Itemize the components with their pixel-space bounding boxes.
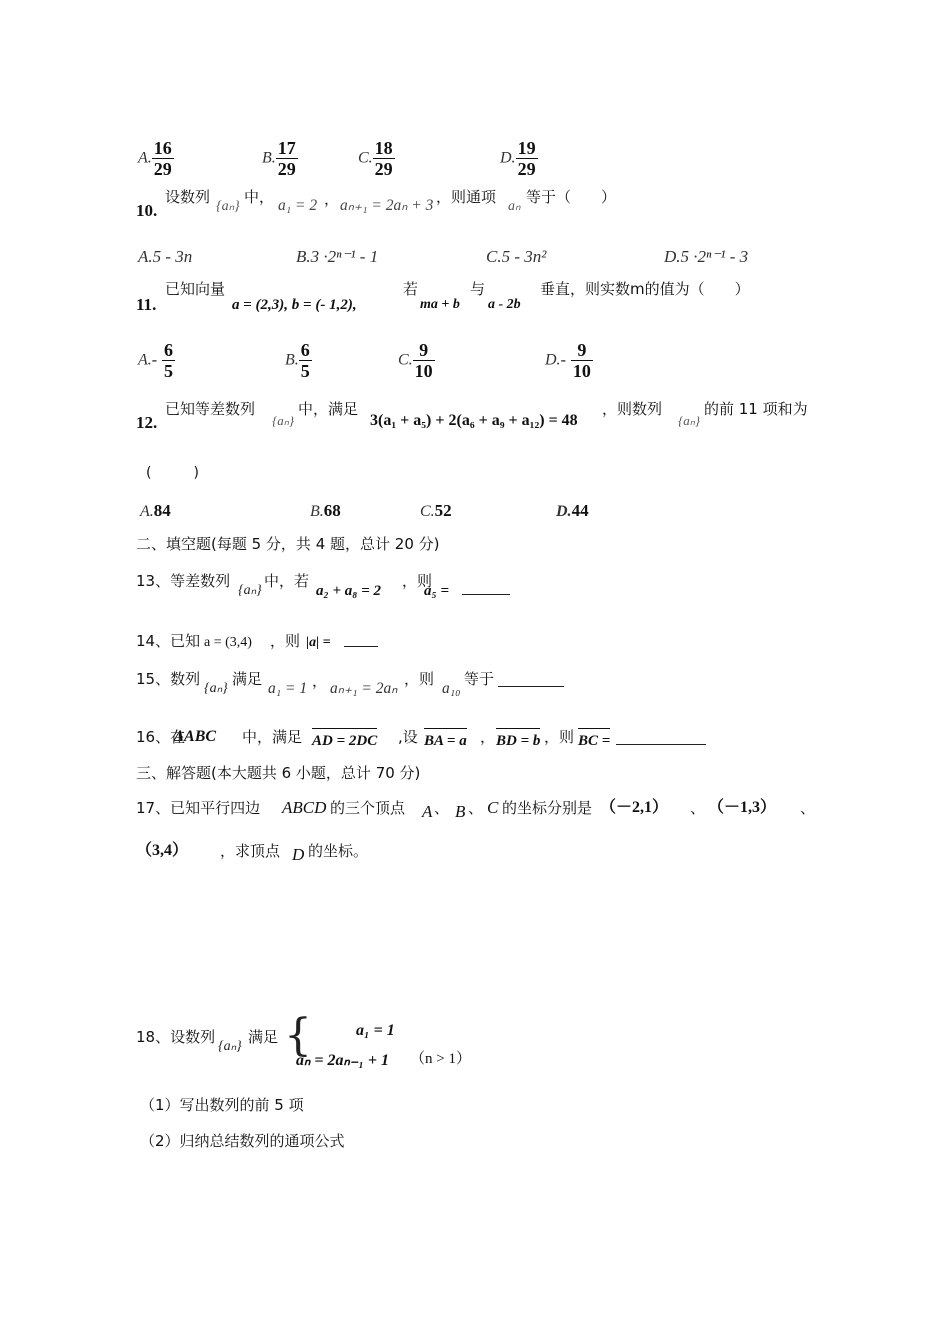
q10-option-a: A.5 - 3n (138, 247, 193, 266)
stem-text: 中，满足 (298, 400, 359, 418)
option-letter: D. (500, 149, 516, 167)
fraction: $\frac{6}{5}$ (164, 340, 174, 381)
sub-question: （2）归纳总结数列的通项公式 (140, 1132, 345, 1150)
q16 (0, 726, 950, 752)
q12-answer-paren (0, 462, 950, 484)
q12-stem (0, 398, 950, 438)
stem-text: ，则 (402, 572, 433, 590)
vertex: A (422, 802, 433, 821)
sequence-set: {aₙ} (218, 1039, 242, 1054)
q9-option-d (500, 138, 538, 179)
stem-text: ，则 (270, 632, 301, 650)
q17-line1 (0, 797, 950, 823)
q9-option-b (262, 138, 298, 179)
q10-options (0, 246, 950, 270)
brace-icon: { (284, 1010, 312, 1061)
q10-stem (0, 186, 950, 226)
q11-option-a: A.- $\frac{6}{5}$ (138, 340, 174, 381)
question-label: 16、在 (136, 728, 186, 746)
recurrence-condition: （n > 1） (410, 1051, 471, 1067)
q12-option-c: C.52 (420, 501, 452, 520)
q10-option-b: B.3 ·2ⁿ⁻¹ - 1 (296, 247, 379, 266)
sequence-set: {aₙ} (204, 681, 228, 696)
section-title: 二、填空题(每题 5 分，共 4 题，总计 20 分) (136, 535, 440, 553)
stem-text: 的坐标。 (308, 842, 369, 860)
question-label: 15、数列 (136, 670, 201, 688)
stem-text: ，则 (544, 728, 575, 746)
stem-text: 已知等差数列 (165, 400, 256, 418)
fraction: $\frac{9}{10}$ (414, 340, 433, 381)
target-vector: BC = (578, 728, 610, 752)
stem-text: ,设 (398, 728, 418, 746)
vector-definitions: a = (2,3), b = (- 1,2), (232, 297, 357, 313)
q11-option-c: C. $\frac{9}{10}$ (398, 340, 433, 381)
sequence-set: {aₙ} (238, 583, 262, 598)
q10-option-c: C.5 - 3n² (486, 247, 547, 266)
q10-option-d: D.5 ·2ⁿ⁻¹ - 3 (664, 247, 749, 266)
stem-text: 设数列 (165, 188, 211, 206)
coordinate: （－1,3） (708, 799, 777, 816)
q12-option-b: B.68 (310, 501, 341, 520)
stem-text: 若 (403, 280, 419, 298)
stem-text: ，则 (404, 670, 435, 688)
answer-paren: ( ) (146, 465, 199, 481)
vector-condition: AD = 2DC (312, 728, 377, 752)
fraction: $\frac{9}{10}$ (572, 340, 591, 381)
vector-expression: ma + b (420, 297, 460, 312)
q12-options (0, 500, 950, 524)
fraction: $\frac{6}{5}$ (300, 340, 310, 381)
stem-text: 中，满足 (242, 728, 303, 746)
stem-text: 的坐标分别是 (502, 799, 593, 817)
q17-line2 (0, 840, 950, 866)
shape-name: ABCD (282, 798, 327, 817)
stem-text: 的三个顶点 (330, 799, 406, 817)
stem-text: 中， (244, 188, 275, 206)
separator: 、 (434, 799, 450, 817)
stem-text: ，求顶点 (220, 842, 281, 860)
q9-option-c (358, 138, 395, 179)
vertex: D (292, 845, 305, 864)
q11-options (0, 340, 950, 386)
sequence-set: {aₙ} (678, 413, 701, 428)
condition: a₂ + a₈ = 2 (316, 583, 382, 599)
answer-blank[interactable] (616, 730, 706, 745)
question-label: 13、等差数列 (136, 572, 231, 590)
q12-option-d: D.44 (556, 501, 589, 520)
separator: 、 (800, 799, 816, 817)
fraction: $\frac{19}{29}$ (517, 138, 536, 179)
recurrence-line-1: a₁ = 1 (356, 1022, 395, 1039)
q15 (0, 668, 950, 702)
vector-condition: BD = b (496, 728, 540, 752)
q11-stem (0, 278, 950, 318)
q13 (0, 570, 950, 604)
answer-blank[interactable] (344, 632, 378, 647)
vector-definition: a = (3,4) (204, 635, 252, 650)
target-term: a₁₀ (442, 680, 461, 697)
vector-expression: a - 2b (488, 297, 521, 312)
separator: 、 (690, 799, 706, 817)
question-number: 12. (136, 413, 158, 432)
option-letter: B. (262, 149, 276, 167)
triangle: ΔABC (174, 728, 217, 745)
comma: ， (312, 672, 328, 690)
stem-text: ，则数列 (602, 400, 663, 418)
sequence-set: {aₙ} (272, 413, 295, 428)
stem-text: 与 (470, 280, 486, 298)
stem-text: 的前 11 项和为 (704, 400, 808, 418)
target-magnitude: |a| = (306, 635, 331, 650)
answer-blank[interactable] (462, 580, 510, 595)
stem-text: 已知向量 (165, 280, 226, 298)
condition: a₁ = 2 (278, 197, 318, 214)
stem-text: 满足 (232, 670, 263, 688)
q14 (0, 630, 950, 654)
q12-option-a: A.84 (140, 501, 171, 520)
vector-condition: BA = a (424, 728, 467, 752)
condition: aₙ₊₁ = 2aₙ + 3 (340, 197, 434, 214)
vertex: C (487, 798, 499, 817)
sequence-set: {aₙ} (216, 199, 240, 214)
option-letter: A. (138, 149, 152, 167)
answer-blank[interactable] (498, 672, 564, 687)
separator: 、 (468, 799, 484, 817)
fraction: $\frac{17}{29}$ (277, 138, 296, 179)
general-term: aₙ (508, 199, 521, 214)
q9-option-a (138, 138, 174, 179)
coordinate: （3,4） (136, 842, 189, 859)
stem-text: 满足 (248, 1028, 279, 1046)
question-number: 10. (136, 201, 158, 220)
section-title: 三、解答题(本大题共 6 小题，总计 70 分) (136, 764, 421, 782)
comma: ， (324, 190, 340, 208)
question-label: 18、设数列 (136, 1028, 216, 1046)
condition: a₁ = 1 (268, 680, 308, 697)
vertex: B (455, 802, 466, 821)
stem-text: 等于 (464, 670, 495, 688)
stem-text: ，则通项 (436, 188, 497, 206)
question-number: 11. (136, 295, 157, 314)
condition: aₙ₊₁ = 2aₙ (330, 680, 398, 697)
q11-option-b: B. $\frac{6}{5}$ (285, 340, 310, 381)
question-label: 17、已知平行四边 (136, 799, 261, 817)
recurrence-line-2: aₙ = 2aₙ₋₁ + 1 (296, 1052, 390, 1069)
stem-text: 垂直，则实数m的值为（ ） (540, 280, 750, 298)
q18-stem (0, 1010, 950, 1076)
q11-option-d: D.- $\frac{9}{10}$ (545, 340, 591, 381)
stem-text: 等于（ ） (526, 188, 617, 206)
q9-options (0, 128, 950, 179)
fraction: $\frac{18}{29}$ (374, 138, 393, 179)
sub-question: （1）写出数列的前 5 项 (140, 1096, 304, 1114)
option-letter: C. (358, 149, 373, 167)
fraction: $\frac{16}{29}$ (153, 138, 172, 179)
stem-text: 中，若 (264, 572, 310, 590)
equation: 3(a₁ + a₅) + 2(a₆ + a₉ + a₁₂) = 48 (370, 412, 578, 429)
target-term: a₅ = (424, 583, 450, 599)
coordinate: （－2,1） (600, 799, 669, 816)
question-label: 14、已知 (136, 632, 201, 650)
comma: ， (480, 728, 496, 746)
